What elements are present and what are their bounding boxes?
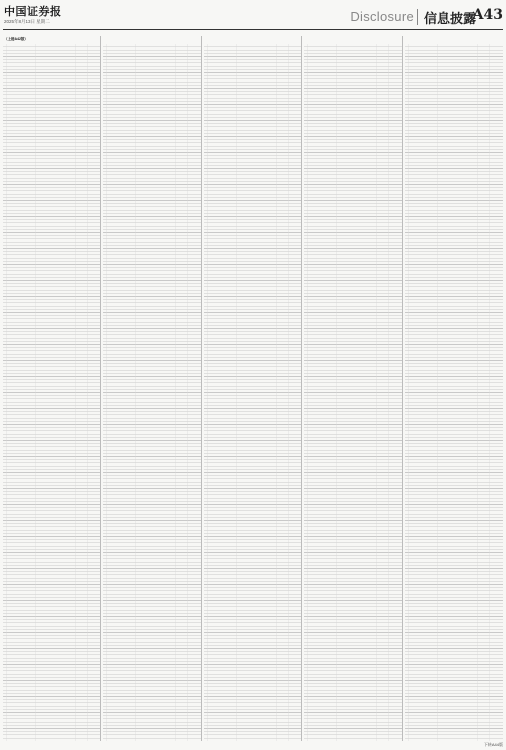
masthead <box>0 0 506 30</box>
masthead-rule <box>3 29 503 30</box>
section-title-en: Disclosure <box>350 9 414 24</box>
table-column-3 <box>204 36 302 741</box>
newspaper-logo: 中国证券报 <box>4 5 62 18</box>
table-rows <box>3 44 100 741</box>
table-rows <box>204 44 301 741</box>
table-column-5 <box>405 36 503 741</box>
section-divider <box>417 9 418 25</box>
continuation-note: （上接A42版） <box>4 37 28 41</box>
table-column-4 <box>304 36 402 741</box>
table-column-2 <box>103 36 201 741</box>
disclosure-table-area <box>3 36 503 741</box>
page-number: A43 <box>472 7 503 23</box>
table-rows <box>405 44 503 741</box>
table-rows <box>304 44 401 741</box>
table-rows <box>103 44 200 741</box>
table-column-1 <box>3 36 101 741</box>
section-title-cn: 信息披露 <box>423 12 476 27</box>
dateline: 2025年8月13日 星期二 <box>4 19 50 24</box>
continuation-footer: 下转A44版 <box>483 742 503 747</box>
